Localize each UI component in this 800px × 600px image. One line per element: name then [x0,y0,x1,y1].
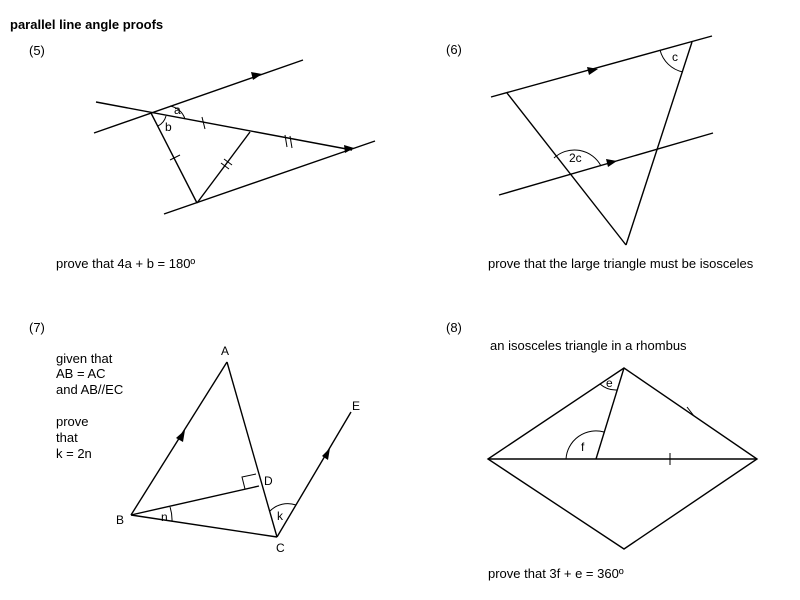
parallel-line-bottom [499,133,713,195]
problem-7-given-line-2: AB = AC [56,366,106,381]
problem-5-statement: prove that 4a + b = 180º [56,256,196,271]
point-B-label: B [116,513,125,527]
parallel-line-top [94,60,303,133]
problem-7-prove-line-1: prove [56,414,89,429]
angle-c-label: c [672,50,678,64]
double-tick-3 [285,135,287,147]
page-title: parallel line angle proofs [10,17,164,32]
point-D-label: D [264,474,273,488]
figure-7 [116,344,360,555]
figure-5 [94,60,375,214]
angle-2c-label: 2c [569,151,582,165]
angle-k-arc [270,504,296,511]
problem-6-statement: prove that the large triangle must be isosceles [488,256,754,271]
transversal-line [96,102,352,150]
problem-7-number: (7) [29,320,45,335]
problem-8-heading: an isosceles triangle in a rhombus [490,338,687,353]
problem-6-number: (6) [446,42,462,57]
point-C-label: C [276,541,285,555]
parallel-arrow-bottom [606,159,617,167]
angle-b-label: b [165,120,172,134]
triangle-side-right [197,132,250,203]
point-A-label: A [221,344,230,358]
segment-CE [277,412,351,537]
side-AC [227,362,277,537]
angle-a-label: a [174,103,181,117]
parallel-arrow-top [251,72,262,80]
problem-7-given-line-1: given that [56,351,113,366]
problem-8-number: (8) [446,320,462,335]
side-BC [131,515,277,537]
angle-e-label: e [606,376,613,390]
problem-7-given-line-3: and AB//EC [56,382,124,397]
parallel-line-bottom [164,141,375,214]
triangle-side-left [507,93,626,245]
angle-k-label: k [277,509,283,523]
figure-8 [488,368,757,549]
figure-6 [491,36,713,245]
double-tick-4 [290,136,292,148]
segment-BD [131,486,259,515]
triangle-side-right [626,42,692,245]
point-E-label: E [352,399,361,413]
angle-f-label: f [581,440,585,454]
angle-n-label: n [161,510,168,524]
angle-n-arc [170,507,172,521]
problem-5-number: (5) [29,43,45,58]
problem-7-prove-line-3: k = 2n [56,446,92,461]
problem-7-prove-line-2: that [56,430,78,445]
angle-f-arc [566,431,604,459]
problem-8-statement: prove that 3f + e = 360º [488,566,624,581]
parallel-line-top [491,36,712,97]
